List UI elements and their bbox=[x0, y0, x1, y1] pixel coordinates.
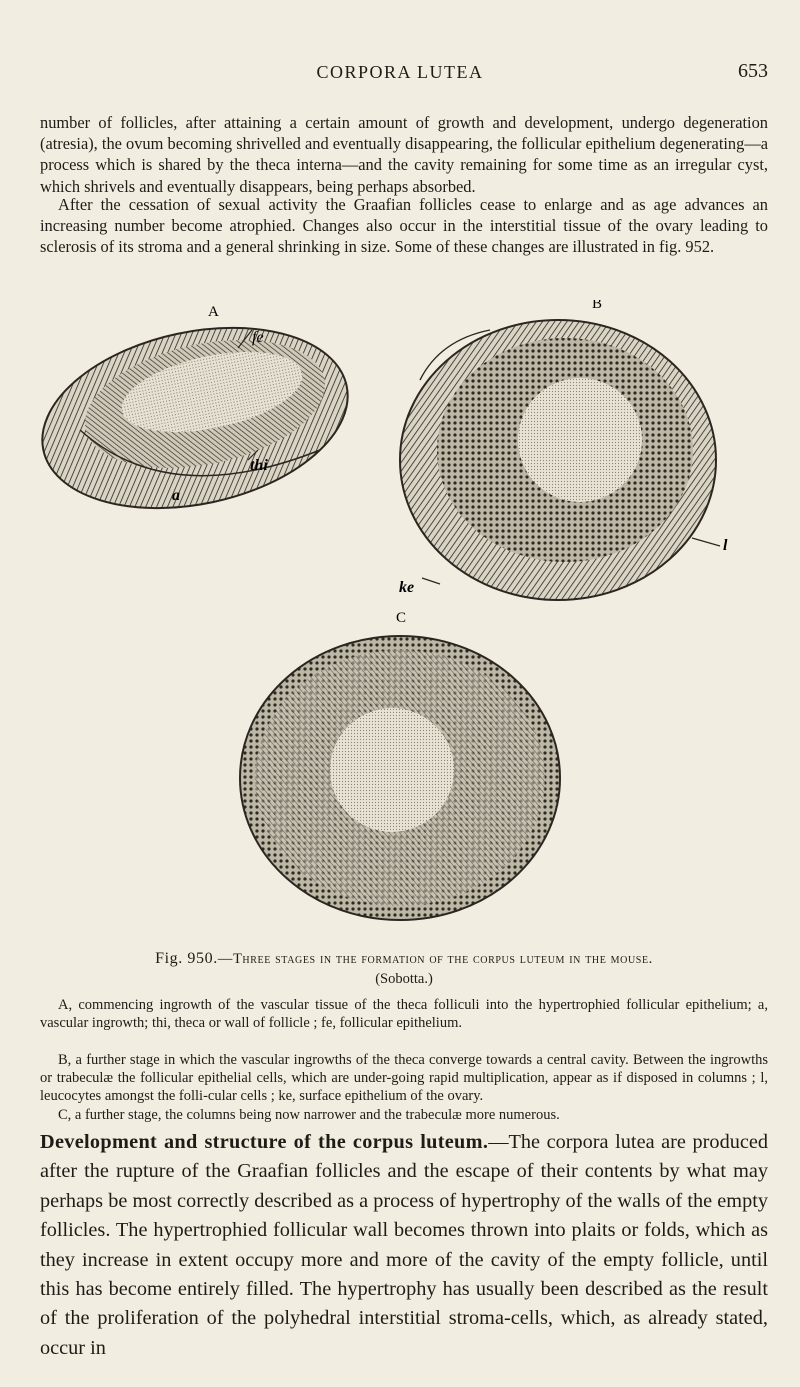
paragraph-atresia: number of follicles, after attaining a certain amount of growth and development, undergo degeneration (atresia), the ovum becoming shrivelled and eventually disappearing, the follicular epithelium degenerating—a process which is shared by the theca interna—and the cavity remaining for some time as an irregular cyst, which shrivels and eventually disappears, being perhaps absorbed. bbox=[40, 113, 768, 196]
panel-b-drawing bbox=[400, 320, 720, 600]
running-title: CORPORA LUTEA bbox=[316, 62, 484, 82]
caption-item-b: B, a further stage in which the vascular ingrowths of the theca converge towards a central cavity. Between the ingrowths or trabeculæ the follicular epithelial cells, which are under-going rapid multiplication, appear as if disposed in columns ; l, leucocytes amongst the folli-cular cells ; ke, surface epithelium of the ovary. bbox=[40, 1052, 768, 1104]
section-heading: Development and structure of the corpus luteum. bbox=[40, 1131, 489, 1153]
figure-caption-title bbox=[40, 950, 768, 968]
label-ke: ke bbox=[399, 579, 415, 596]
panel-c-letter: C bbox=[396, 610, 407, 626]
panel-b-letter: B bbox=[592, 300, 603, 312]
panel-a-letter: A bbox=[208, 304, 219, 320]
panel-a-drawing bbox=[26, 302, 365, 535]
label-l: l bbox=[723, 537, 728, 554]
caption-item-a: A, commencing ingrowth of the vascular tissue of the theca folliculi into the hypertrophied follicular epithelium; a, vascular ingrowth; thi, theca or wall of follicle ; fe, follicular epithelium. bbox=[40, 997, 768, 1031]
figure-950 bbox=[20, 300, 780, 940]
page-header bbox=[0, 62, 800, 90]
paragraph-atrophy: After the cessation of sexual activity the Graafian follicles cease to enlarge and as age advances an increasing number become atrophied. Changes also occur in the interstitial tissue of the ovary leading to sclerosis of its stroma and a general shrinking in size. Some of these changes are illustrated in fig. 952. bbox=[40, 195, 768, 257]
caption-source: (Sobotta.) bbox=[375, 971, 433, 987]
page-number: 653 bbox=[738, 60, 768, 82]
body-section bbox=[40, 1128, 768, 1363]
section-text: —The corpora lutea are produced after the rupture of the Graafian follicles and the escape of their contents by what may perhaps be most correctly described as a process of hypertrophy of the walls of the empty follicles. The hypertrophied follicular wall becomes thrown into plaits or folds, which as they increase in extent occupy more and more of the cavity of the empty follicle, until this has become entirely filled. The hypertrophy has usually been described as the result of the proliferation of the polyhedral interstitial stroma-cells, which, as already stated, occur in bbox=[40, 1131, 768, 1359]
caption-item-c: C, a further stage, the columns being now narrower and the trabeculæ more numerous. bbox=[58, 1107, 560, 1123]
panel-c-drawing bbox=[240, 636, 560, 920]
caption-fig-number: Fig. 950. bbox=[155, 950, 218, 967]
label-a: a bbox=[172, 487, 180, 504]
caption-fig-title: —Three stages in the formation of the corpus luteum in the mouse. bbox=[217, 951, 653, 967]
label-thi: thi bbox=[250, 457, 268, 474]
label-fe: fe bbox=[252, 329, 264, 346]
figure-illustration bbox=[20, 300, 780, 940]
